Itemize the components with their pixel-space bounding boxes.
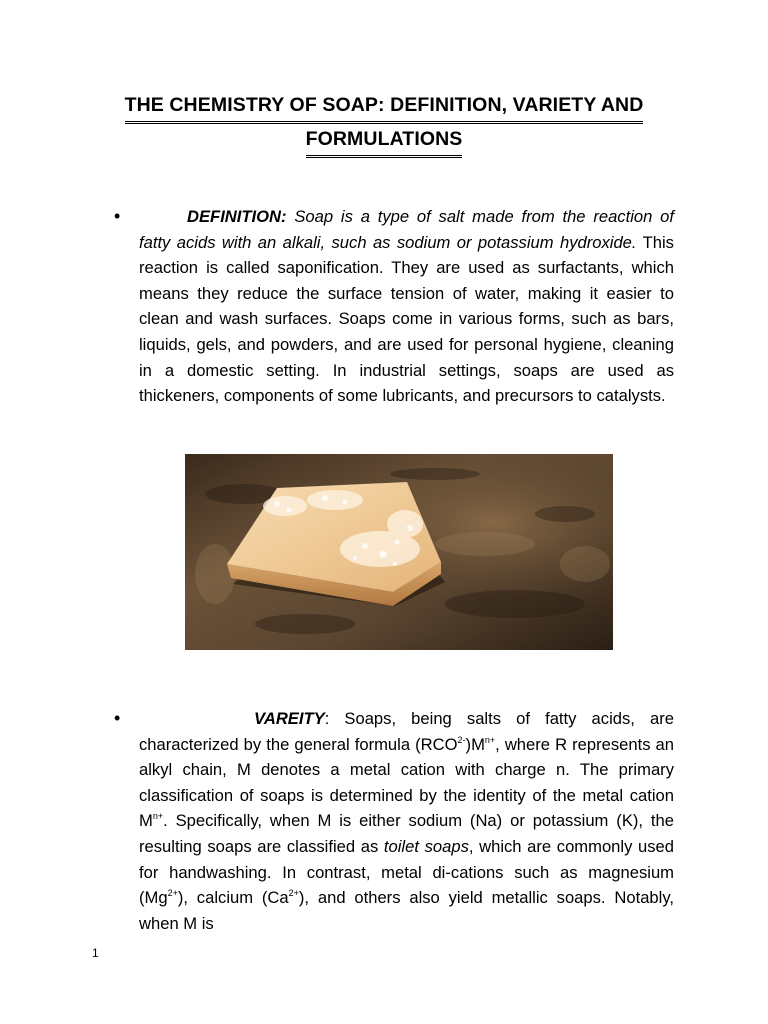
variety-text: ), and others also yield metallic soaps. Notably, when M is <box>139 888 675 933</box>
toilet-soaps-term: toilet soaps <box>383 836 469 856</box>
superscript: 2+ <box>167 888 178 899</box>
superscript: n+ <box>152 811 164 822</box>
variety-text: . Specifically, when M is either sodium (Na) or potassium (K), the resulting soaps are classified as <box>139 811 674 856</box>
definition-italic-text: Soap is a type of salt made from the reaction of fatty acids with an alkali, such as sodium or potassium hydroxide. <box>139 207 674 252</box>
superscript: 2+ <box>288 888 299 899</box>
page-number: 1 <box>92 946 99 960</box>
variety-heading: VAREITY <box>254 709 325 728</box>
title-line-1: THE CHEMISTRY OF SOAP: DEFINITION, VARIETY AND <box>125 90 644 124</box>
bullet-definition: • <box>114 206 121 226</box>
title-line-2: FORMULATIONS <box>306 124 463 158</box>
definition-text: This reaction is called saponification. They are used as surfactants, which means they reduce the surface tension of water, making it easier to clean and wash surfaces. Soaps come in various forms, such as bars, liquids, gels, and powders, and are used for personal hygiene, cleaning in a domestic setting. In industrial settings, soaps are used as thickeners, components of some lubricants, and precursors to catalysts. <box>139 232 674 406</box>
superscript: n+ <box>484 734 496 745</box>
superscript: 2- <box>457 734 466 745</box>
variety-paragraph <box>139 706 674 936</box>
bullet-variety: • <box>114 708 121 728</box>
variety-text: , where R represents an alkyl chain, M denotes a metal cation with charge n. The primary classification of soaps is determined by the identity of the metal cation M <box>139 734 675 831</box>
variety-text: )M <box>465 734 485 754</box>
soap-photo <box>185 454 613 650</box>
variety-text: : Soaps, being salts of fatty acids, are characterized by the general formula (RCO <box>139 709 674 754</box>
variety-text: ), calcium (Ca <box>177 888 289 908</box>
document-title <box>90 90 678 158</box>
variety-text: , which are commonly used for handwashing. In contrast, metal di-cations such as magnesium (Mg <box>139 836 674 908</box>
definition-paragraph <box>139 204 674 409</box>
definition-heading: DEFINITION: <box>187 207 287 226</box>
